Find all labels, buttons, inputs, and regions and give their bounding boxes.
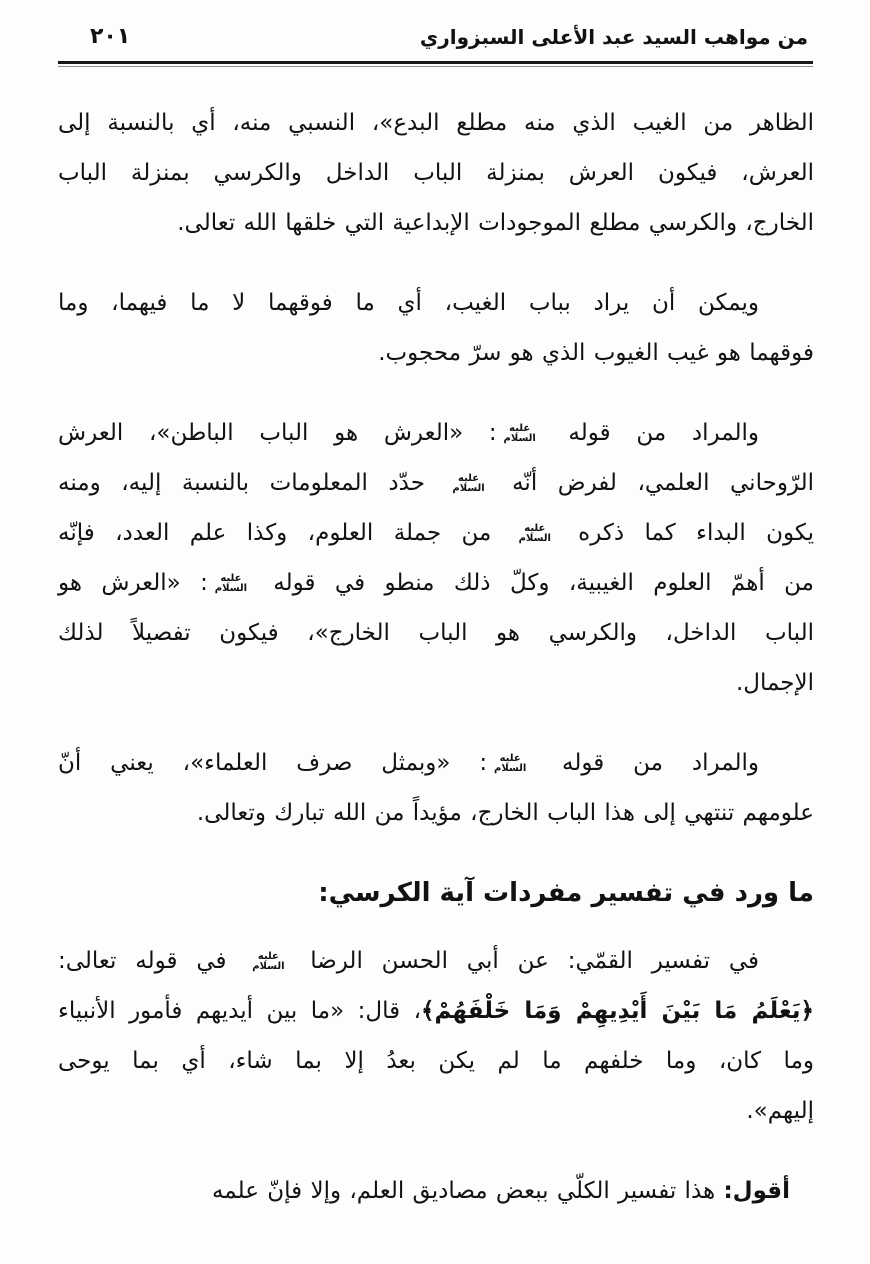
- alayhi-assalam-symbol: عليه السلام: [494, 753, 527, 774]
- text-line: يكون البداء كما ذكره عليه السلام من جملة العلوم، وكذا علم العدد، فإنّه: [58, 520, 814, 546]
- paragraph-1: [58, 98, 814, 248]
- text-line: الرّوحاني العلمي، لفرض أنّه عليه السلام حدّد المعلومات بالنسبة إليه، ومنه: [58, 470, 815, 496]
- paragraph-6: [58, 1166, 814, 1216]
- text-line: ويمكن أن يراد بباب الغيب، أي ما فوقهما لا ما فيهما، وما: [58, 290, 759, 316]
- alayhi-assalam-symbol: عليه السلام: [503, 423, 536, 444]
- text-line: والمراد من قوله عليه السلام: «وبمثل صرف العلماء»، يعني أنّ: [58, 750, 759, 776]
- text-line: العرش، فيكون العرش بمنزلة الباب الداخل والكرسي بمنزلة الباب: [58, 160, 814, 186]
- alayhi-assalam-symbol: عليه السلام: [452, 473, 485, 494]
- alayhi-assalam-symbol: عليه السلام: [214, 573, 248, 594]
- paragraph-4: [58, 738, 814, 838]
- text-line: وما كان، وما خلفهم ما لم يكن بعدُ إلا بما شاء، أي بما يوحى: [58, 1048, 814, 1074]
- text-line: ﴿يَعْلَمُ مَا بَيْنَ أَيْدِيهِمْ وَمَا خَلْفَهُمْ﴾، قال: «ما بين أيديهم فأمور الأنبياء: [58, 998, 814, 1024]
- text-line: الباب الداخل، والكرسي هو الباب الخارج»، فيكون تفصيلاً لذلك: [58, 620, 814, 646]
- alayhi-assalam-symbol: عليه السلام: [252, 951, 285, 972]
- text-line: فوقهما هو غيب الغيوب الذي هو سرّ محجوب.: [378, 340, 814, 366]
- quran-verse: ﴿يَعْلَمُ مَا بَيْنَ أَيْدِيهِمْ وَمَا خَلْفَهُمْ﴾: [421, 998, 814, 1024]
- text-line: إليهم».: [746, 1098, 814, 1124]
- page-text: [58, 98, 814, 1246]
- page-header: [62, 24, 808, 49]
- paragraph-5: [58, 936, 814, 1136]
- running-header-title: من مواهب السيد عبد الأعلى السبزواري: [419, 25, 808, 49]
- page-number: ٢٠١: [90, 24, 131, 49]
- text-line: الظاهر من الغيب الذي منه مطلع البدع»، النسبي منه، أي بالنسبة إلى: [58, 110, 814, 136]
- text-line: الإجمال.: [735, 670, 814, 696]
- text-line: في تفسير القمّي: عن أبي الحسن الرضا عليه السلام في قوله تعالى:: [58, 948, 759, 974]
- section-heading: ما ورد في تفسير مفردات آية الكرسي:: [318, 878, 814, 908]
- text-line: علومهم تنتهي إلى هذا الباب الخارج، مؤيداً من الله تبارك وتعالى.: [196, 800, 814, 826]
- paragraph-3: [58, 408, 814, 708]
- text-line: الخارج، والكرسي مطلع الموجودات الإبداعية التي خلقها الله تعالى.: [177, 210, 814, 236]
- paragraph-2: [58, 278, 814, 378]
- text-line: أقول: هذا تفسير الكلّي ببعض مصاديق العلم، وإلا فإنّ علمه: [211, 1178, 790, 1204]
- header-rule: [58, 61, 813, 64]
- header-rule-shadow: [58, 66, 813, 67]
- text-line: والمراد من قوله عليه السلام: «العرش هو الباب الباطن»، العرش: [58, 420, 760, 446]
- paragraph-lead: أقول:: [723, 1178, 790, 1204]
- text-line: من أهمّ العلوم الغيبية، وكلّ ذلك منطو في قوله عليه السلام: «العرش هو: [58, 570, 814, 596]
- alayhi-assalam-symbol: عليه السلام: [518, 523, 551, 544]
